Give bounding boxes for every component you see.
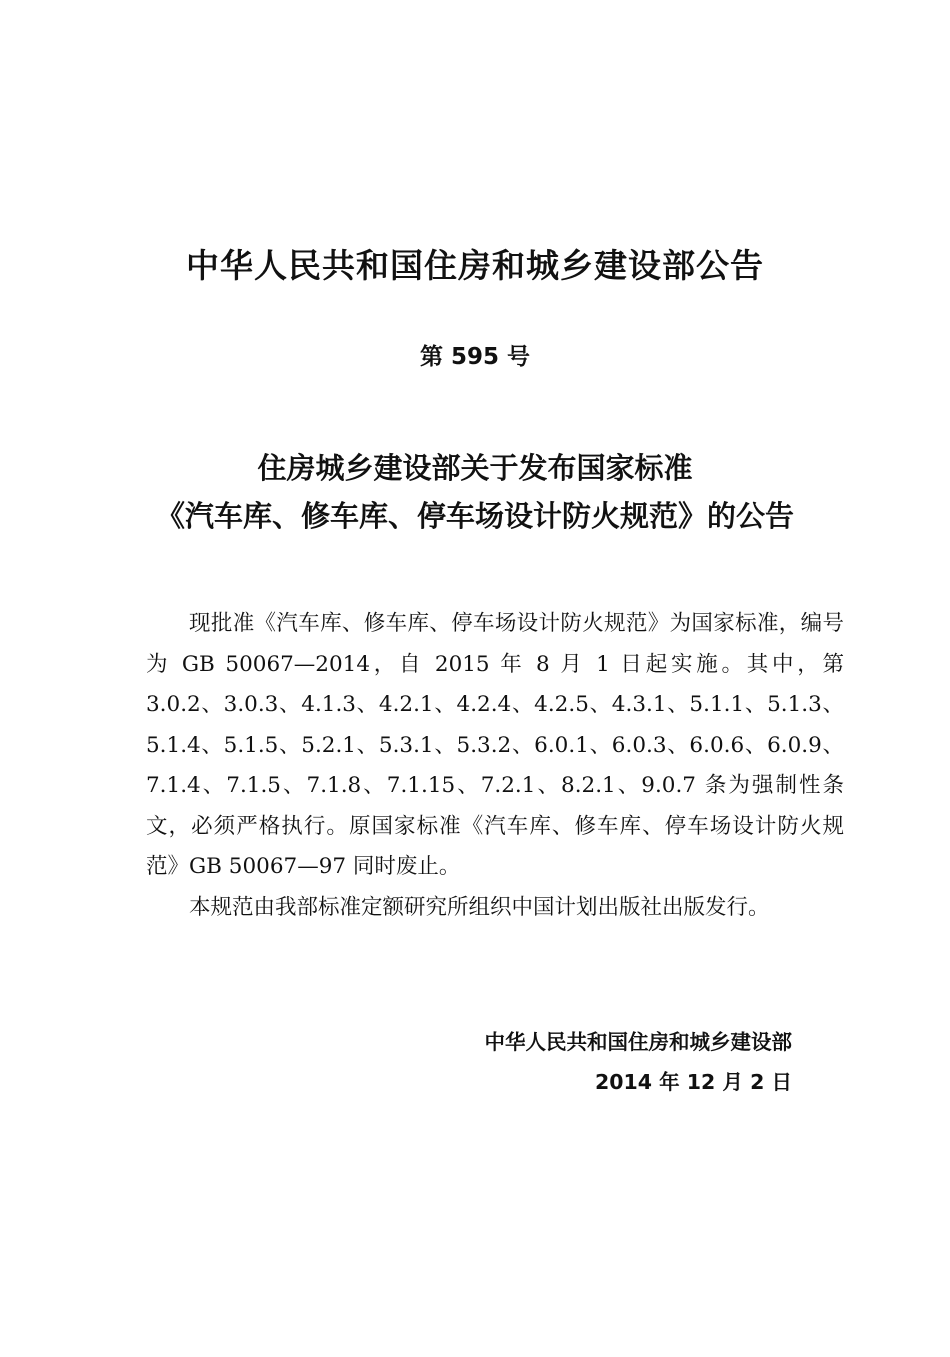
subtitle-line-2: 《汽车库、修车库、停车场设计防火规范》的公告 — [155, 499, 794, 533]
body-paragraph-2: 本规范由我部标准定额研究所组织中国计划出版社出版发行。 — [189, 894, 770, 920]
signature-block — [380, 1022, 792, 1102]
announcement-subtitle — [0, 444, 950, 540]
subtitle-line-1: 住房城乡建设部关于发布国家标准 — [257, 451, 693, 485]
announcement-title: 中华人民共和国住房和城乡建设部公告 — [186, 246, 764, 285]
issuer-name: 中华人民共和国住房和城乡建设部 — [484, 1030, 792, 1054]
body-paragraph-1: 现批准《汽车库、修车库、停车场设计防火规范》为国家标准，编号为 GB 50067—2014，自 2015 年 8 月 1 日起实施。其中，第 3.0.2、3.0.3、4.1.3、4.2.1、4.2.4、4.2.5、4.3.1、5.1.1、5.1.3、5.1.4、5.1.5、5.2.1、5.3.1、5.3.2、6.0.1、6.0.3、6.0.6、6.0.9、7.1.4、7.1.5、7.1.8、7.1.15、7.2.1、8.2.1、9.0.7 条为强制性条文，必须严格执行。原国家标准《汽车库、修车库、停车场设计防火规范》GB 50067—97 同时废止。 — [146, 611, 844, 879]
announcement-body — [146, 604, 844, 928]
announcement-number: 第 595 号 — [419, 344, 531, 370]
issue-date: 2014 年 12 月 2 日 — [594, 1070, 792, 1094]
